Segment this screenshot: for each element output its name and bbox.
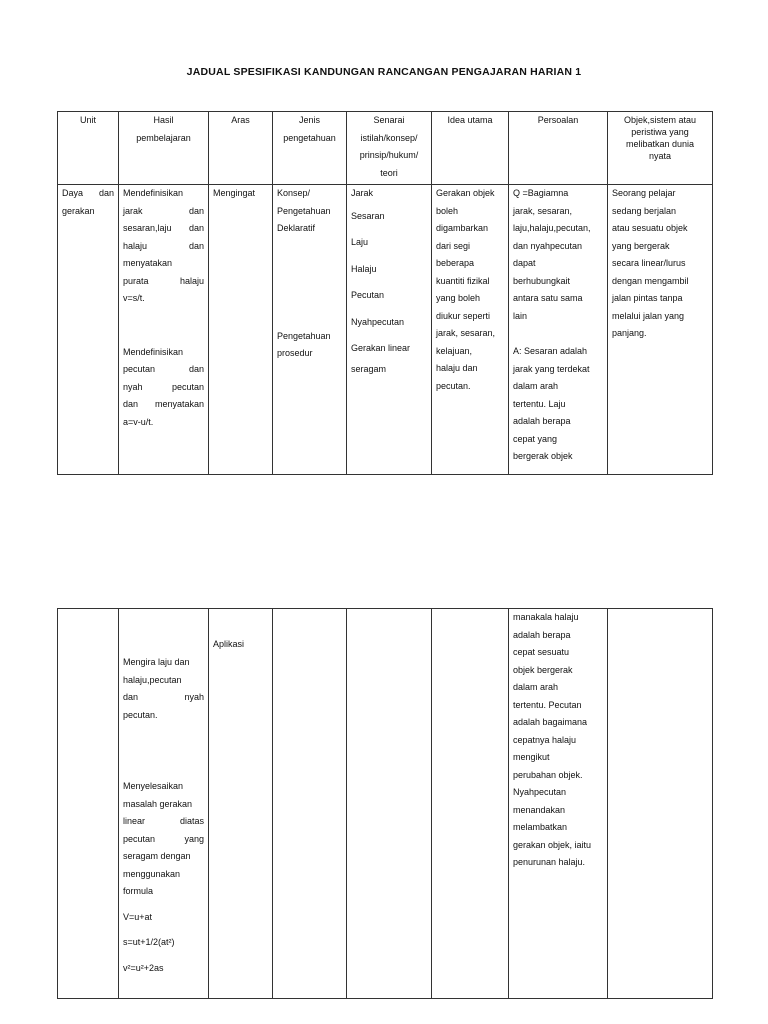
spec-table-1 [57, 111, 713, 475]
cell-persoalan: manakala halaju adalah berapa cepat sesuatu objek bergerak dalam arah tertentu. Pecutan adalah bagaimana cepatnya halaju mengikut perubahan objek. Nyahpecutan menandakan melambatkan gerakan objek, iaitu penurunan halaju. [509, 609, 608, 999]
cell-jenis: Konsep/ Pengetahuan Deklaratif Pengetahuan prosedur [273, 185, 347, 475]
cell-hasil: Mendefinisikan jarak dan sesaran,laju dan halaju dan menyatakan purata halaju v=s/t. Mendefinisikan pecutan dan nyah pecutan dan menyatakan a=v-u/t. [119, 185, 209, 475]
cell-persoalan: Q =Bagiamna jarak, sesaran, laju,halaju,pecutan, dan nyahpecutan dapat berhubungkait antara satu sama lain A: Sesaran adalah jarak yang terdekat dalam arah tertentu. Laju adalah berapa cepat yang bergerak objek [509, 185, 608, 475]
cell-idea: Gerakan objek boleh digambarkan dari segi beberapa kuantiti fizikal yang boleh diukur seperti jarak, sesaran, kelajuan, halaju dan pecutan. [432, 185, 509, 475]
cell-unit: Daya dan gerakan [58, 185, 119, 475]
header-senarai: Senarai istilah/konsep/ prinsip/hukum/ teori [347, 112, 432, 185]
cell-senarai [347, 609, 432, 999]
header-objek: Objek,sistem atau peristiwa yang melibatkan dunia nyata [608, 112, 713, 185]
header-row [58, 112, 713, 185]
cell-idea [432, 609, 509, 999]
header-jenis: Jenis pengetahuan [273, 112, 347, 185]
header-persoalan: Persoalan [509, 112, 608, 185]
cell-hasil: Mengira laju dan halaju,pecutan dan nyah pecutan. Menyelesaikan masalah gerakan linear diatas pecutan yang seragam dengan menggunakan formula V=u+at s=ut+1/2(at²) v²=u²+2as [119, 609, 209, 999]
document-title: JADUAL SPESIFIKASI KANDUNGAN RANCANGAN PENGAJARAN HARIAN 1 [186, 66, 582, 78]
header-unit: Unit [58, 112, 119, 185]
cell-aras: Aplikasi [209, 609, 273, 999]
formula-2: s=ut+1/2(at²) [123, 937, 175, 947]
cell-objek: Seorang pelajar sedang berjalan atau sesuatu objek yang bergerak secara linear/lurus dengan mengambil jalan pintas tanpa melalui jalan yang panjang. [608, 185, 713, 475]
header-aras: Aras [209, 112, 273, 185]
cell-jenis [273, 609, 347, 999]
table-row [58, 185, 713, 475]
cell-unit [58, 609, 119, 999]
formula-1: V=u+at [123, 911, 153, 922]
formula-3: v²=u²+2as [123, 962, 164, 973]
table-row [58, 609, 713, 999]
header-idea: Idea utama [432, 112, 509, 185]
spec-table-2 [57, 608, 713, 999]
header-hasil: Hasil pembelajaran [119, 112, 209, 185]
cell-aras: Mengingat [209, 185, 273, 475]
cell-objek [608, 609, 713, 999]
cell-senarai: Jarak Sesaran Laju Halaju Pecutan Nyahpecutan Gerakan linear seragam [347, 185, 432, 475]
